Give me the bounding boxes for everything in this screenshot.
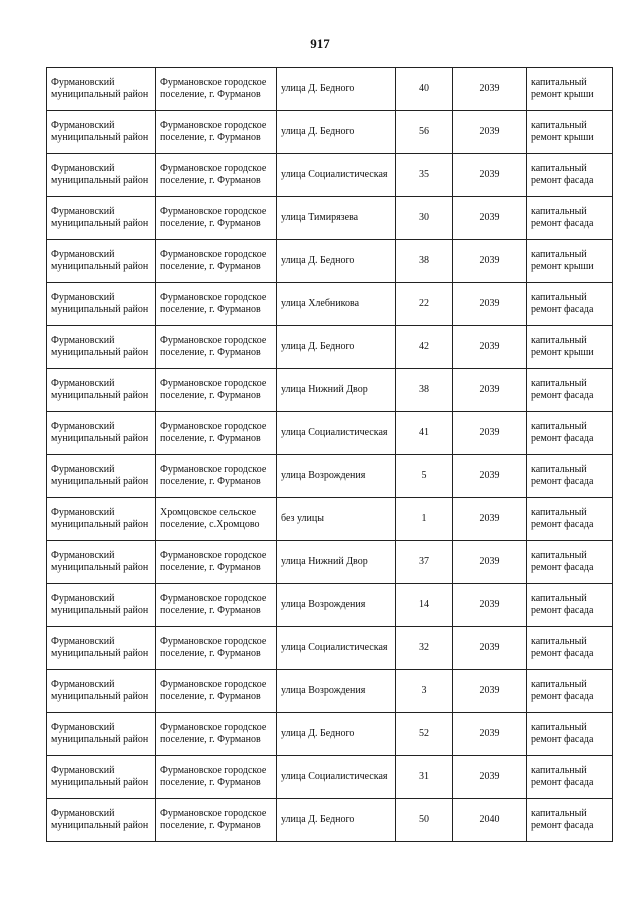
street-cell: улица Социалистическая: [277, 627, 396, 670]
settlement-cell: Фурмановское городское поселение, г. Фурманов: [156, 240, 277, 283]
year-cell: 2039: [453, 68, 527, 111]
house-number-cell: 32: [396, 627, 453, 670]
district-cell: Фурмановский муниципальный район: [47, 326, 156, 369]
street-cell: улица Нижний Двор: [277, 541, 396, 584]
table-row: [47, 541, 613, 584]
work-type-cell: капитальный ремонт фасада: [527, 541, 613, 584]
settlement-cell: Фурмановское городское поселение, г. Фурманов: [156, 68, 277, 111]
table-row: [47, 197, 613, 240]
settlement-cell: Фурмановское городское поселение, г. Фурманов: [156, 369, 277, 412]
settlement-cell: Фурмановское городское поселение, г. Фурманов: [156, 154, 277, 197]
table-body: [47, 68, 613, 842]
work-type-cell: капитальный ремонт крыши: [527, 240, 613, 283]
work-type-cell: капитальный ремонт крыши: [527, 68, 613, 111]
house-number-cell: 42: [396, 326, 453, 369]
house-number-cell: 30: [396, 197, 453, 240]
house-number-cell: 40: [396, 68, 453, 111]
district-cell: Фурмановский муниципальный район: [47, 197, 156, 240]
street-cell: улица Нижний Двор: [277, 369, 396, 412]
house-number-cell: 31: [396, 756, 453, 799]
table-row: [47, 627, 613, 670]
district-cell: Фурмановский муниципальный район: [47, 369, 156, 412]
house-number-cell: 56: [396, 111, 453, 154]
house-number-cell: 52: [396, 713, 453, 756]
work-type-cell: капитальный ремонт фасада: [527, 670, 613, 713]
settlement-cell: Фурмановское городское поселение, г. Фурманов: [156, 713, 277, 756]
district-cell: Фурмановский муниципальный район: [47, 455, 156, 498]
work-type-cell: капитальный ремонт крыши: [527, 326, 613, 369]
house-number-cell: 38: [396, 369, 453, 412]
table-row: [47, 326, 613, 369]
district-cell: Фурмановский муниципальный район: [47, 756, 156, 799]
street-cell: улица Д. Бедного: [277, 111, 396, 154]
house-number-cell: 35: [396, 154, 453, 197]
settlement-cell: Фурмановское городское поселение, г. Фурманов: [156, 670, 277, 713]
year-cell: 2039: [453, 369, 527, 412]
table-row: [47, 412, 613, 455]
year-cell: 2039: [453, 541, 527, 584]
settlement-cell: Фурмановское городское поселение, г. Фурманов: [156, 756, 277, 799]
year-cell: 2039: [453, 713, 527, 756]
year-cell: 2039: [453, 154, 527, 197]
district-cell: Фурмановский муниципальный район: [47, 240, 156, 283]
street-cell: улица Д. Бедного: [277, 240, 396, 283]
year-cell: 2039: [453, 326, 527, 369]
settlement-cell: Фурмановское городское поселение, г. Фурманов: [156, 627, 277, 670]
district-cell: Фурмановский муниципальный район: [47, 412, 156, 455]
house-number-cell: 41: [396, 412, 453, 455]
house-number-cell: 22: [396, 283, 453, 326]
table-row: [47, 799, 613, 842]
house-number-cell: 37: [396, 541, 453, 584]
table-row: [47, 584, 613, 627]
district-cell: Фурмановский муниципальный район: [47, 541, 156, 584]
work-type-cell: капитальный ремонт фасада: [527, 756, 613, 799]
work-type-cell: капитальный ремонт фасада: [527, 369, 613, 412]
house-number-cell: 38: [396, 240, 453, 283]
year-cell: 2039: [453, 756, 527, 799]
settlement-cell: Фурмановское городское поселение, г. Фурманов: [156, 455, 277, 498]
street-cell: улица Социалистическая: [277, 756, 396, 799]
year-cell: 2039: [453, 498, 527, 541]
table-row: [47, 756, 613, 799]
street-cell: улица Д. Бедного: [277, 713, 396, 756]
year-cell: 2039: [453, 455, 527, 498]
settlement-cell: Фурмановское городское поселение, г. Фурманов: [156, 541, 277, 584]
street-cell: улица Социалистическая: [277, 412, 396, 455]
table-row: [47, 670, 613, 713]
work-type-cell: капитальный ремонт фасада: [527, 713, 613, 756]
table-row: [47, 68, 613, 111]
district-cell: Фурмановский муниципальный район: [47, 713, 156, 756]
street-cell: без улицы: [277, 498, 396, 541]
work-type-cell: капитальный ремонт фасада: [527, 584, 613, 627]
settlement-cell: Фурмановское городское поселение, г. Фурманов: [156, 197, 277, 240]
settlement-cell: Фурмановское городское поселение, г. Фурманов: [156, 111, 277, 154]
table-row: [47, 455, 613, 498]
house-number-cell: 5: [396, 455, 453, 498]
street-cell: улица Возрождения: [277, 670, 396, 713]
settlement-cell: Фурмановское городское поселение, г. Фурманов: [156, 584, 277, 627]
work-type-cell: капитальный ремонт фасада: [527, 799, 613, 842]
year-cell: 2039: [453, 283, 527, 326]
page-number: 917: [310, 36, 330, 51]
district-cell: Фурмановский муниципальный район: [47, 283, 156, 326]
work-type-cell: капитальный ремонт фасада: [527, 455, 613, 498]
street-cell: улица Д. Бедного: [277, 68, 396, 111]
house-number-cell: 1: [396, 498, 453, 541]
settlement-cell: Хромцовское сельское поселение, с.Хромцово: [156, 498, 277, 541]
street-cell: улица Тимирязева: [277, 197, 396, 240]
work-type-cell: капитальный ремонт фасада: [527, 197, 613, 240]
district-cell: Фурмановский муниципальный район: [47, 498, 156, 541]
street-cell: улица Д. Бедного: [277, 799, 396, 842]
year-cell: 2039: [453, 240, 527, 283]
table-row: [47, 498, 613, 541]
district-cell: Фурмановский муниципальный район: [47, 154, 156, 197]
year-cell: 2039: [453, 627, 527, 670]
work-type-cell: капитальный ремонт фасада: [527, 412, 613, 455]
district-cell: Фурмановский муниципальный район: [47, 627, 156, 670]
district-cell: Фурмановский муниципальный район: [47, 584, 156, 627]
house-number-cell: 14: [396, 584, 453, 627]
street-cell: улица Хлебникова: [277, 283, 396, 326]
district-cell: Фурмановский муниципальный район: [47, 68, 156, 111]
street-cell: улица Социалистическая: [277, 154, 396, 197]
year-cell: 2039: [453, 197, 527, 240]
table-row: [47, 111, 613, 154]
table-row: [47, 283, 613, 326]
district-cell: Фурмановский муниципальный район: [47, 670, 156, 713]
year-cell: 2039: [453, 670, 527, 713]
house-number-cell: 50: [396, 799, 453, 842]
work-type-cell: капитальный ремонт крыши: [527, 111, 613, 154]
settlement-cell: Фурмановское городское поселение, г. Фурманов: [156, 283, 277, 326]
district-cell: Фурмановский муниципальный район: [47, 799, 156, 842]
district-cell: Фурмановский муниципальный район: [47, 111, 156, 154]
table-row: [47, 154, 613, 197]
street-cell: улица Возрождения: [277, 455, 396, 498]
street-cell: улица Возрождения: [277, 584, 396, 627]
street-cell: улица Д. Бедного: [277, 326, 396, 369]
work-type-cell: капитальный ремонт фасада: [527, 283, 613, 326]
settlement-cell: Фурмановское городское поселение, г. Фурманов: [156, 326, 277, 369]
work-type-cell: капитальный ремонт фасада: [527, 627, 613, 670]
repair-schedule-table: [46, 67, 613, 842]
year-cell: 2039: [453, 111, 527, 154]
table-row: [47, 713, 613, 756]
work-type-cell: капитальный ремонт фасада: [527, 498, 613, 541]
table-row: [47, 369, 613, 412]
year-cell: 2040: [453, 799, 527, 842]
house-number-cell: 3: [396, 670, 453, 713]
table-row: [47, 240, 613, 283]
settlement-cell: Фурмановское городское поселение, г. Фурманов: [156, 799, 277, 842]
year-cell: 2039: [453, 412, 527, 455]
year-cell: 2039: [453, 584, 527, 627]
settlement-cell: Фурмановское городское поселение, г. Фурманов: [156, 412, 277, 455]
work-type-cell: капитальный ремонт фасада: [527, 154, 613, 197]
